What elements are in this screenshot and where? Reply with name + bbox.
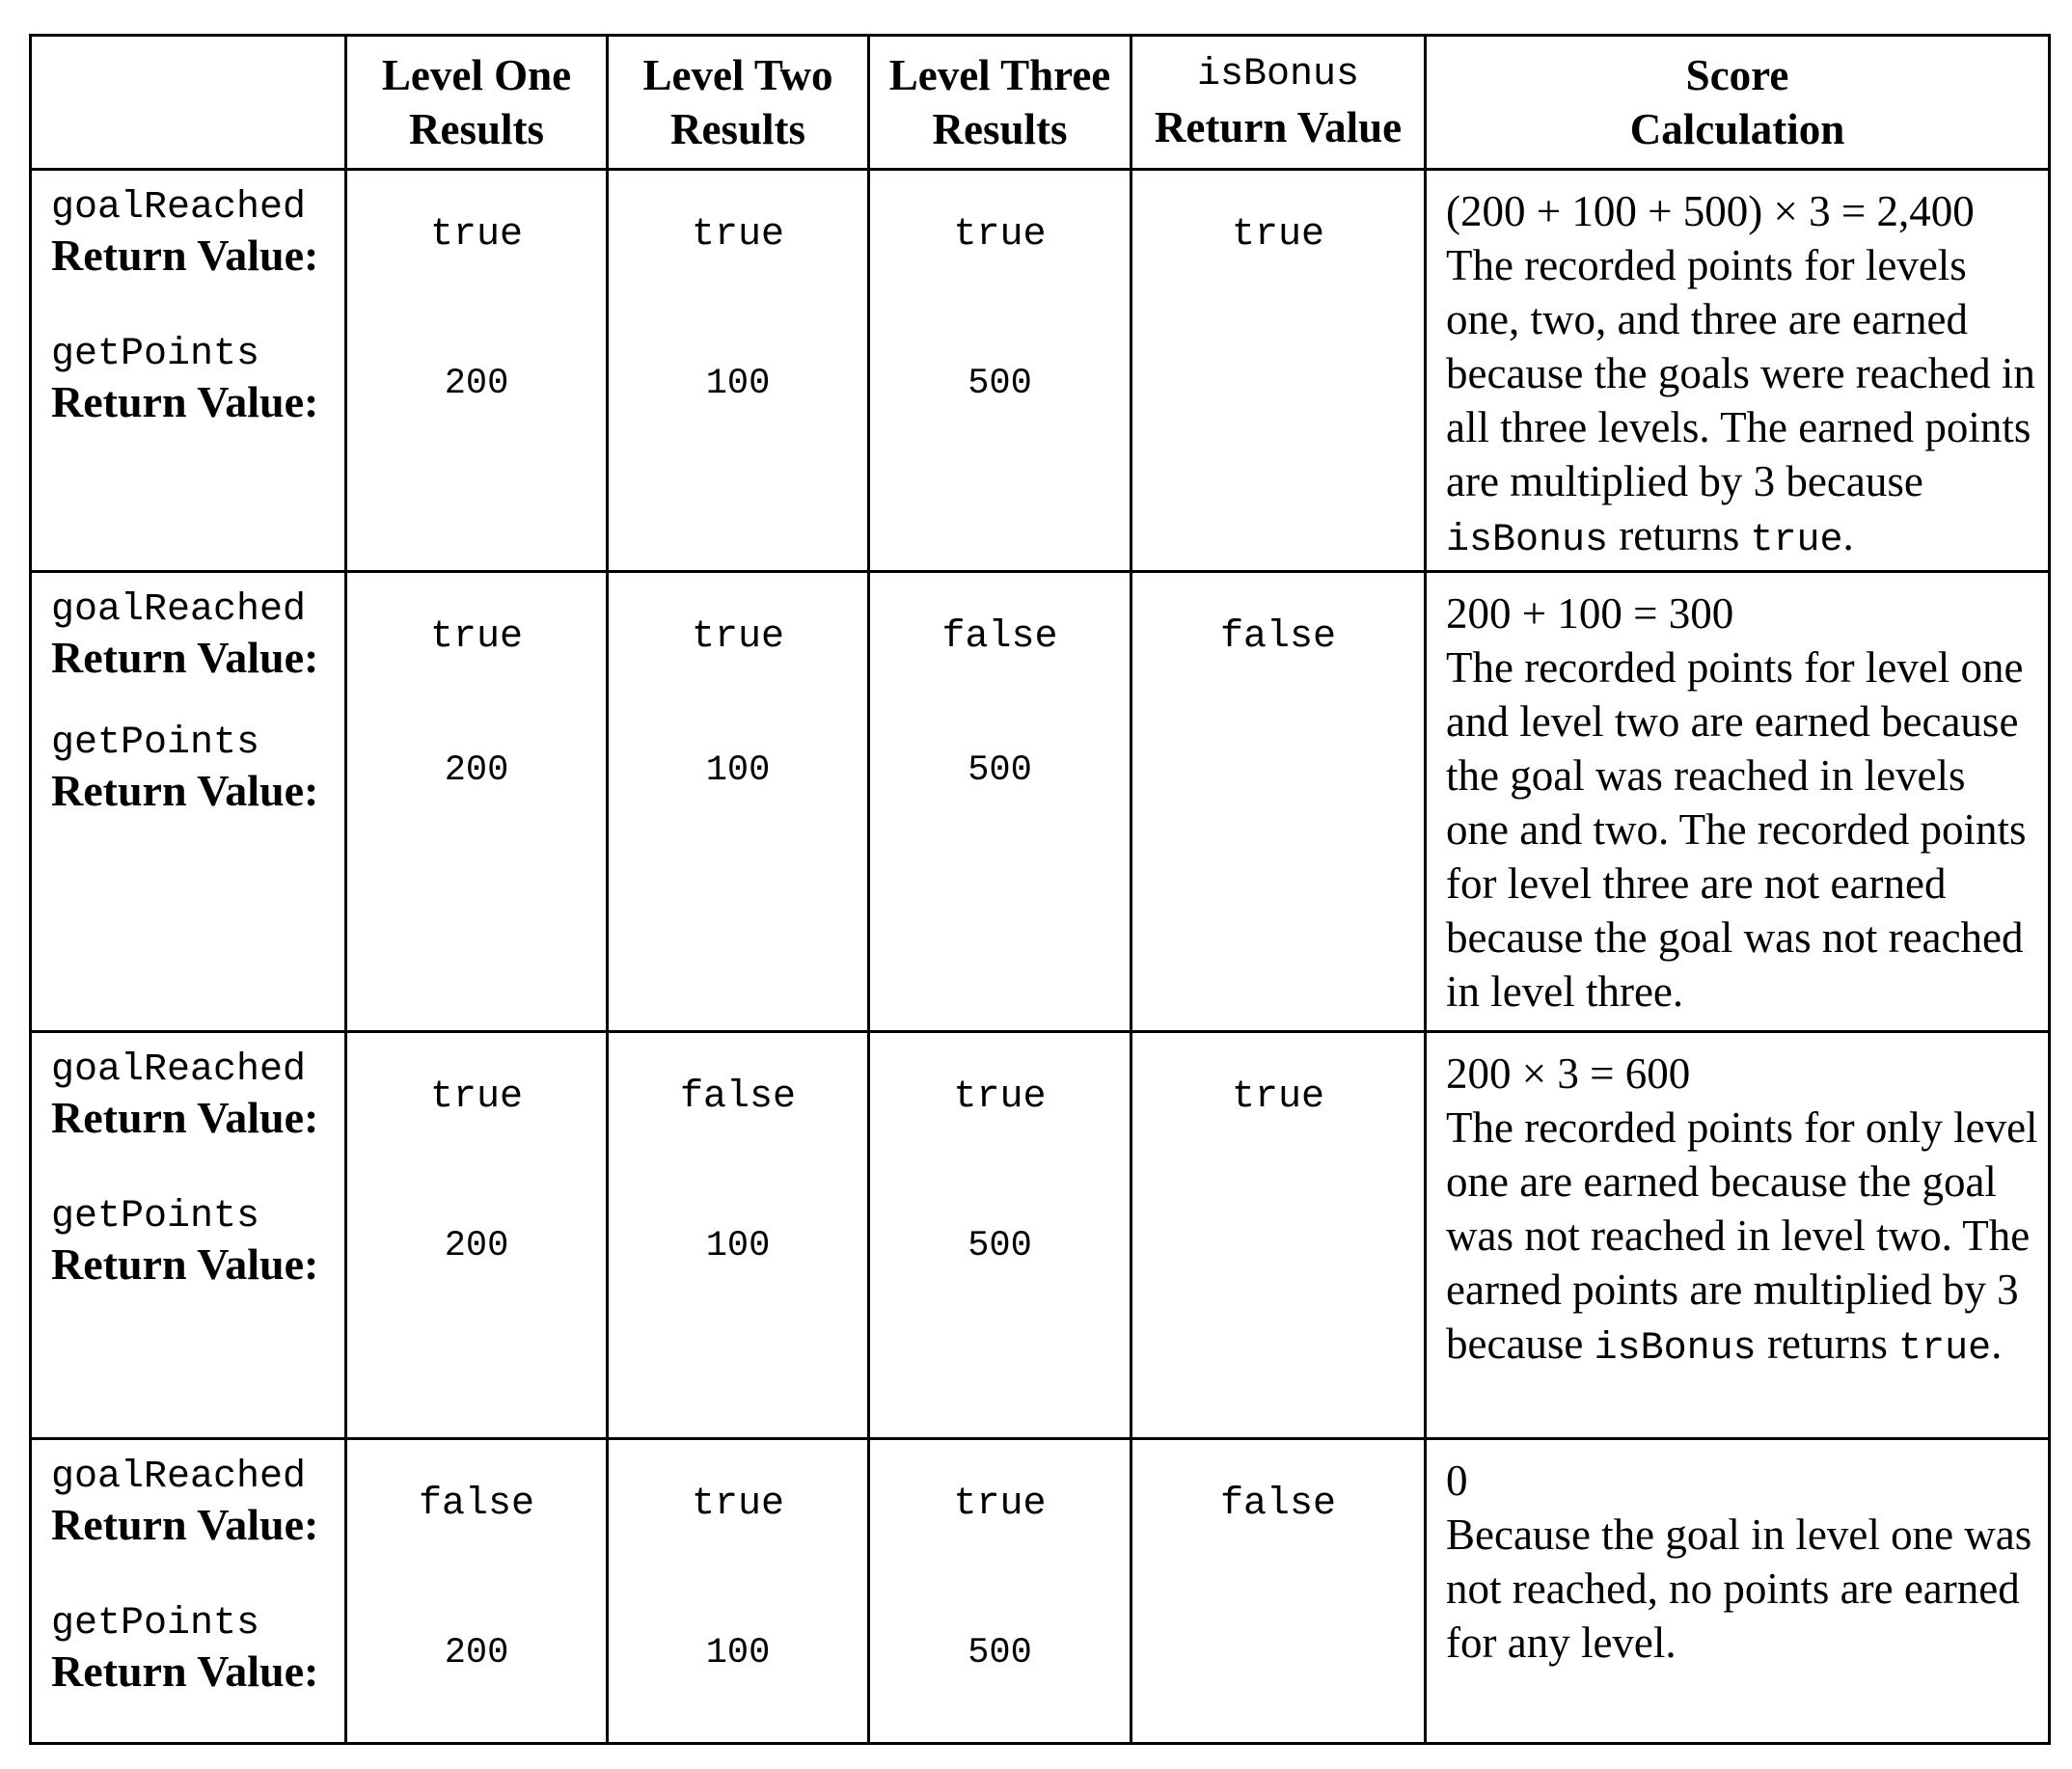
return-value-label: Return Value: xyxy=(51,766,319,815)
level-one-cell xyxy=(346,1439,608,1744)
goal-value: true xyxy=(953,213,1047,257)
header-level-three xyxy=(869,36,1131,170)
score-explanation: The recorded points for level one and level two are earned because the goal was reached in levels one and two. The recorded points for level three are not earned because the goal was not reached in level three. xyxy=(1446,643,2027,1016)
header-level-two-line2: Results xyxy=(669,105,805,153)
get-points-label: getPoints xyxy=(51,1602,260,1646)
header-level-two xyxy=(608,36,869,170)
goal-value: false xyxy=(418,1483,535,1526)
row-label-cell xyxy=(31,1032,346,1439)
explanation-code: true xyxy=(1898,1327,1992,1371)
return-value-label: Return Value: xyxy=(51,377,319,426)
points-value: 500 xyxy=(968,1226,1032,1266)
is-bonus-value: true xyxy=(1231,1075,1324,1119)
explanation-text: returns xyxy=(1756,1320,1899,1368)
goal-value: true xyxy=(429,615,523,659)
header-level-one xyxy=(346,36,608,170)
score-explanation xyxy=(1446,241,2035,562)
row-label-cell xyxy=(31,572,346,1032)
header-row xyxy=(31,36,2050,170)
return-value-label: Return Value: xyxy=(51,1647,319,1696)
goal-value: true xyxy=(429,1075,523,1119)
header-score xyxy=(1426,36,2050,170)
is-bonus-value: false xyxy=(1219,1483,1337,1526)
level-two-cell xyxy=(608,170,869,572)
goal-value: true xyxy=(691,213,784,257)
table-row xyxy=(31,572,2050,1032)
explanation-code: isBonus xyxy=(1594,1327,1757,1371)
points-value: 200 xyxy=(444,750,509,791)
points-value: 100 xyxy=(705,364,771,404)
explanation-text: The recorded points for levels one, two, and three are earned because the goals were reached in all three levels. The earned points are multiplied by 3 because xyxy=(1446,241,2035,505)
score-calculation-cell xyxy=(1426,170,2050,572)
goal-value: true xyxy=(953,1075,1047,1119)
explanation-code: isBonus xyxy=(1446,519,1609,562)
header-is-bonus xyxy=(1131,36,1426,170)
return-value-label: Return Value: xyxy=(51,1093,319,1142)
is-bonus-value: false xyxy=(1219,615,1337,659)
header-level-three-line2: Results xyxy=(932,105,1068,153)
goal-value: true xyxy=(429,213,523,257)
header-score-line1: Score xyxy=(1685,51,1789,99)
level-three-cell xyxy=(869,1439,1131,1744)
score-formula: 200 × 3 = 600 xyxy=(1446,1049,1691,1098)
header-is-bonus-code: isBonus xyxy=(1196,53,1360,96)
level-two-cell xyxy=(608,1032,869,1439)
goal-reached-label: goalReached xyxy=(51,1048,307,1092)
score-calculation-cell xyxy=(1426,572,2050,1032)
is-bonus-cell xyxy=(1131,170,1426,572)
table-row xyxy=(31,1439,2050,1744)
points-value: 200 xyxy=(444,1226,509,1266)
points-value: 100 xyxy=(705,1226,771,1266)
points-value: 500 xyxy=(968,750,1032,791)
points-value: 200 xyxy=(444,364,509,404)
row-label-cell xyxy=(31,170,346,572)
header-score-line2: Calculation xyxy=(1629,105,1845,153)
score-explanation: Because the goal in level one was not reached, no points are earned for any level. xyxy=(1446,1510,2032,1667)
header-level-three-line1: Level Three xyxy=(888,51,1111,99)
points-value: 100 xyxy=(705,1633,771,1674)
points-value: 500 xyxy=(968,364,1032,404)
get-points-label: getPoints xyxy=(51,1195,260,1238)
score-calculation-table xyxy=(29,34,2051,1745)
row-label-cell xyxy=(31,1439,346,1744)
score-calculation-cell xyxy=(1426,1032,2050,1439)
return-value-label: Return Value: xyxy=(51,1239,319,1289)
return-value-label: Return Value: xyxy=(51,633,319,682)
explanation-text: The recorded points for only level one are earned because the goal was not reached in level two. The earned points are multiplied by 3 because xyxy=(1446,1103,2038,1368)
return-value-label: Return Value: xyxy=(51,231,319,280)
is-bonus-cell xyxy=(1131,1439,1426,1744)
points-value: 500 xyxy=(968,1633,1032,1674)
level-three-cell xyxy=(869,1032,1131,1439)
goal-value: true xyxy=(691,615,784,659)
level-one-cell xyxy=(346,572,608,1032)
explanation-text: returns xyxy=(1608,511,1751,559)
goal-reached-label: goalReached xyxy=(51,1456,307,1499)
goal-reached-label: goalReached xyxy=(51,186,307,230)
score-formula: 200 + 100 = 300 xyxy=(1446,589,1734,638)
explanation-code: true xyxy=(1750,519,1843,562)
points-value: 200 xyxy=(444,1633,509,1674)
table-row xyxy=(31,1032,2050,1439)
level-one-cell xyxy=(346,170,608,572)
header-level-one-line2: Results xyxy=(408,105,544,153)
explanation-text: . xyxy=(1842,511,1854,559)
header-level-two-line1: Level Two xyxy=(642,51,833,99)
get-points-label: getPoints xyxy=(51,721,260,765)
is-bonus-cell xyxy=(1131,1032,1426,1439)
explanation-text: . xyxy=(1991,1320,2003,1368)
level-two-cell xyxy=(608,1439,869,1744)
goal-value: false xyxy=(941,615,1058,659)
goal-value: false xyxy=(679,1075,797,1119)
header-empty xyxy=(31,36,346,170)
header-level-one-line1: Level One xyxy=(381,51,572,99)
return-value-label: Return Value: xyxy=(51,1500,319,1549)
table-row xyxy=(31,170,2050,572)
score-calculation-cell xyxy=(1426,1439,2050,1744)
goal-value: true xyxy=(691,1483,784,1526)
score-formula: 0 xyxy=(1446,1456,1468,1505)
get-points-label: getPoints xyxy=(51,333,260,376)
level-two-cell xyxy=(608,572,869,1032)
goal-value: true xyxy=(953,1483,1047,1526)
is-bonus-cell xyxy=(1131,572,1426,1032)
score-formula: (200 + 100 + 500) × 3 = 2,400 xyxy=(1446,187,1975,235)
goal-reached-label: goalReached xyxy=(51,588,307,632)
is-bonus-value: true xyxy=(1231,213,1324,257)
level-three-cell xyxy=(869,170,1131,572)
level-one-cell xyxy=(346,1032,608,1439)
score-explanation xyxy=(1446,1103,2038,1371)
header-is-bonus-label: Return Value xyxy=(1154,103,1403,151)
level-three-cell xyxy=(869,572,1131,1032)
points-value: 100 xyxy=(705,750,771,791)
